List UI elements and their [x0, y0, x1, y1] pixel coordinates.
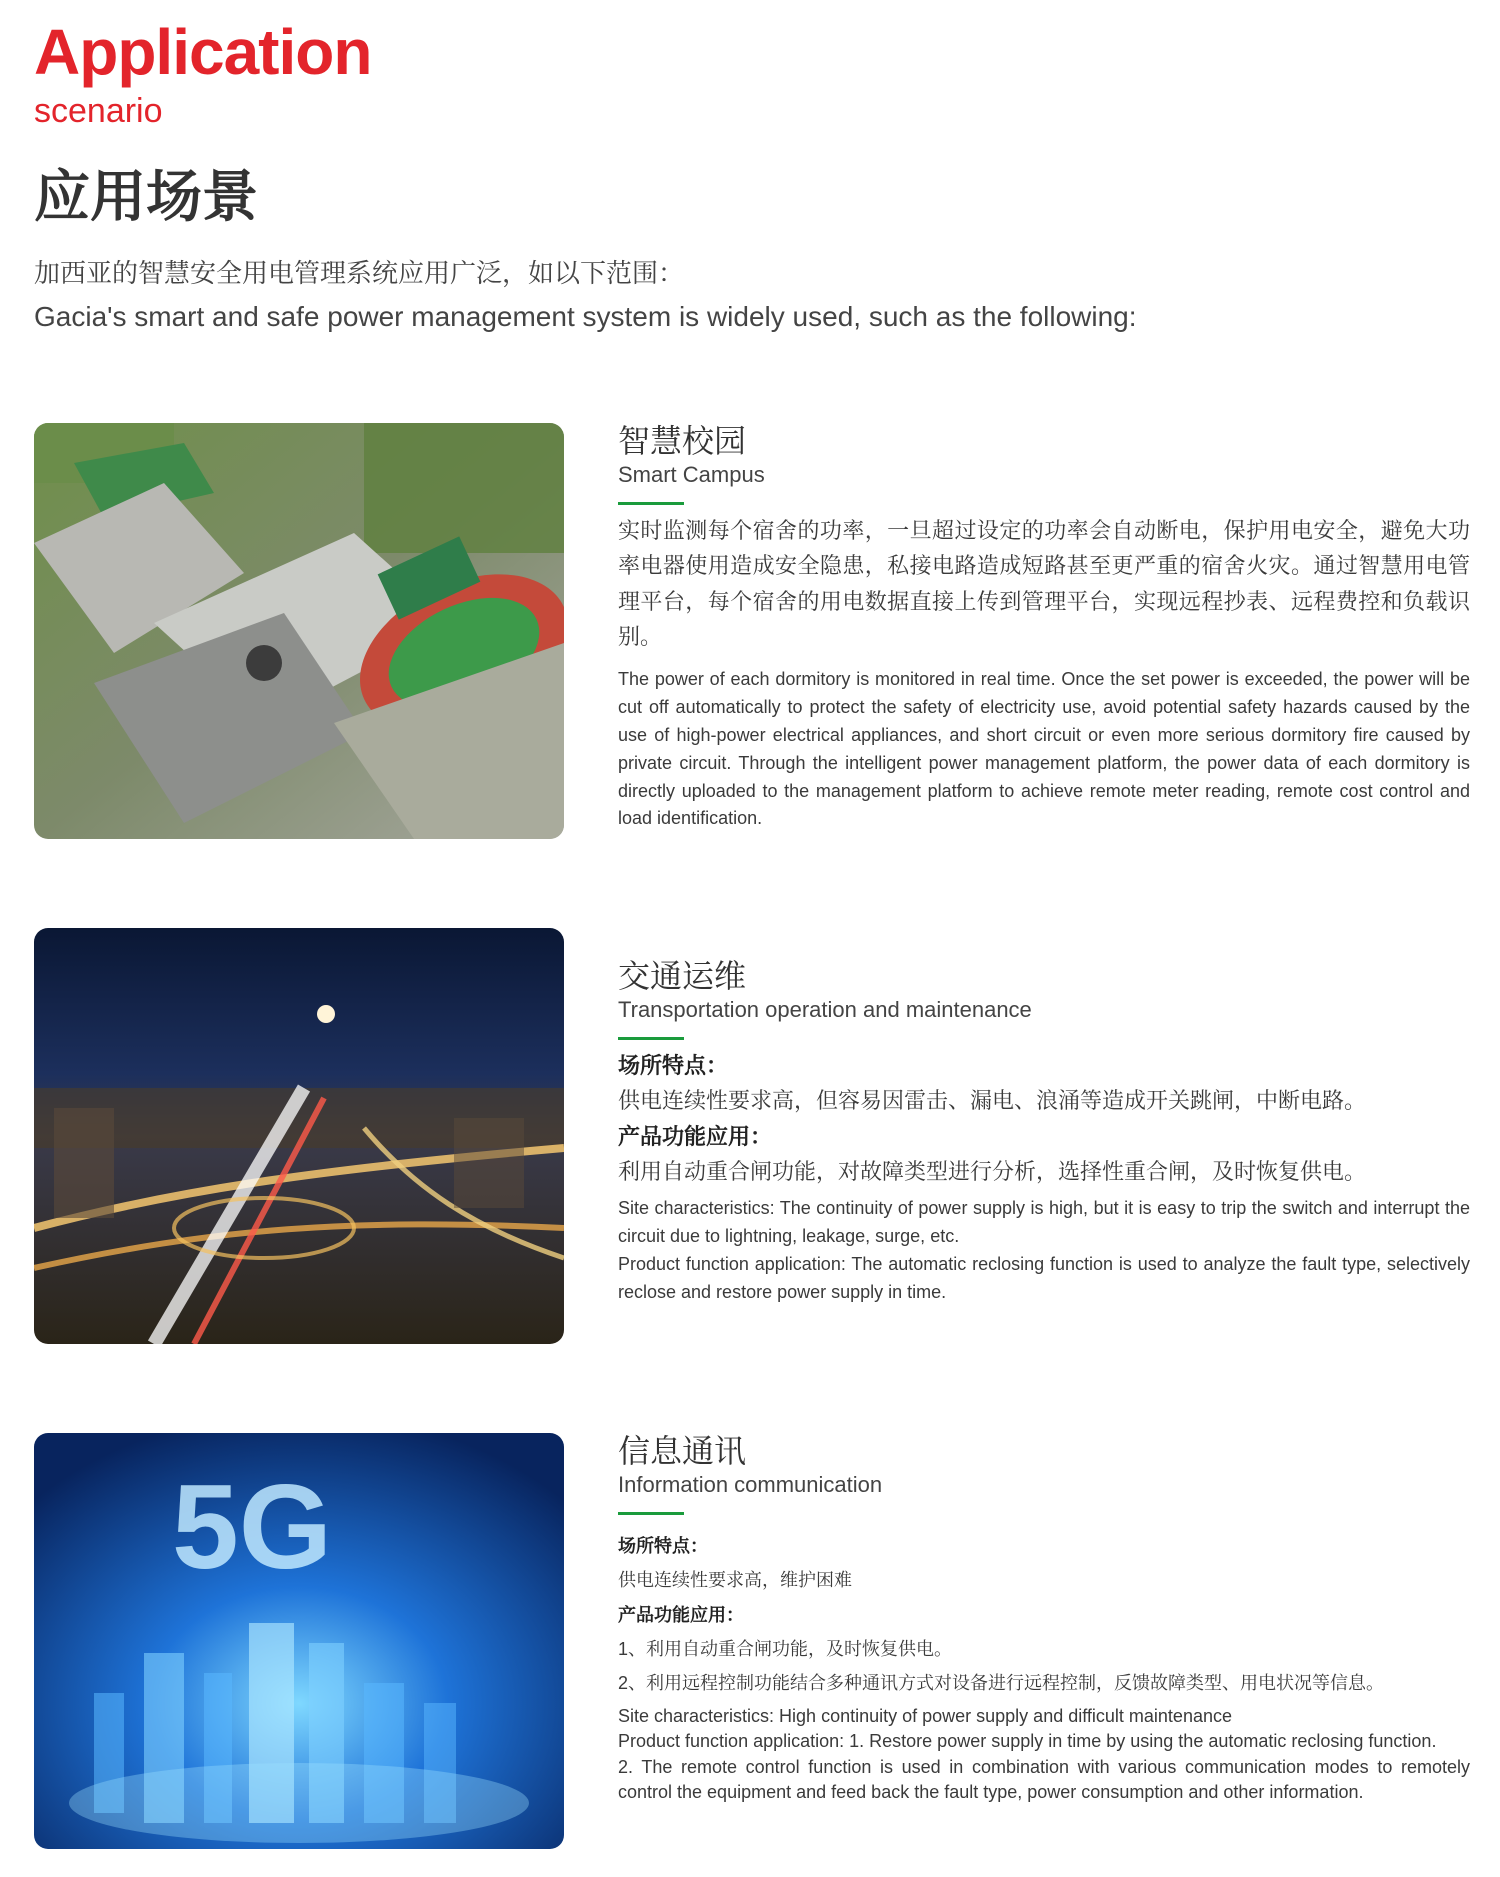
section-body-cn: 实时监测每个宿舍的功率，一旦超过设定的功率会自动断电，保护用电安全，避免大功率电器使用造成安全隐患，私接电路造成短路甚至更严重的宿舍火灾。通过智慧用电管理平台，每个宿舍的用电数据直接上传到管理平台，实现远程抄表、远程费控和负载识别。: [618, 518, 1470, 649]
intro-text-en: Gacia's smart and safe power management system is widely used, such as the following:: [34, 301, 1137, 332]
section-body-en: The power of each dormitory is monitored in real time. Once the set power is exceeded, the power will be cut off automatically to protect the safety of electricity use, avoid potential safety hazards caused by the use of high-power electrical appliances, and short circuit or even more serious dormitory fire caused by private circuit. Through the intelligent power management platform, the power data of each dormitory is directly uploaded to the management platform to achieve remote meter reading, remote cost control and load identification.: [618, 668, 1470, 829]
green-divider: [618, 1512, 684, 1515]
page-title: Application: [34, 16, 372, 88]
section-title-en: Smart Campus: [618, 461, 765, 487]
campus-aerial-photo: [34, 423, 564, 839]
5g-image-text: 5G: [171, 1460, 333, 1594]
page-subtitle: scenario: [34, 92, 163, 130]
section-information-communication: [0, 1433, 1500, 1853]
site-text-en: Site characteristics: The continuity of power supply is high, but it is easy to trip the switch and interrupt the circuit due to lightning, leakage, surge, etc.: [618, 1197, 1470, 1246]
site-label: 场所特点：: [618, 1536, 708, 1557]
section-title-cn: 智慧校园: [618, 423, 747, 459]
product-label: 产品功能应用：: [618, 1604, 744, 1625]
city-night-traffic-photo: [34, 928, 564, 1344]
site-text-cn: 供电连续性要求高，但容易因雷击、漏电、浪涌等造成开关跳闸，中断电路。: [618, 1088, 1367, 1114]
site-text-cn: 供电连续性要求高，维护困难: [618, 1570, 852, 1591]
section-title-en: Information communication: [618, 1471, 883, 1497]
product-text-cn-2: 2、利用远程控制功能结合多种通讯方式对设备进行远程控制，反馈故障类型、用电状况等信息。: [618, 1672, 1385, 1693]
product-text-en: Product function application: The automatic reclosing function is used to analyze the fault type, selectively reclose and restore power supply in time.: [618, 1253, 1470, 1302]
product-label: 产品功能应用：: [618, 1123, 773, 1149]
page-title-cn: 应用场景: [34, 165, 258, 230]
green-divider: [618, 1037, 684, 1040]
section-title-cn: 信息通讯: [618, 1433, 747, 1469]
product-text-cn: 利用自动重合闸功能，对故障类型进行分析，选择性重合闸，及时恢复供电。: [618, 1158, 1367, 1184]
section-title-cn: 交通运维: [618, 958, 747, 994]
product-text-en-1: Product function application: 1. Restore power supply in time by using the automatic reclosing function.: [618, 1731, 1437, 1752]
intro-text-cn: 加西亚的智慧安全用电管理系统应用广泛，如以下范围：: [34, 258, 685, 288]
info-comm-text: [618, 1433, 1470, 1805]
green-divider: [618, 502, 684, 505]
product-text-en-2: 2. The remote control function is used in combination with various communication modes to remotely control the equipment and feed back the fault type, power consumption and other information.: [618, 1756, 1470, 1802]
product-text-cn-1: 1、利用自动重合闸功能，及时恢复供电。: [618, 1638, 953, 1659]
campus-text: [618, 423, 1470, 833]
site-label: 场所特点：: [618, 1053, 729, 1079]
section-title-en: Transportation operation and maintenance: [618, 996, 1032, 1022]
transport-text: [618, 958, 1470, 1307]
5g-city-photo: [34, 1433, 564, 1849]
section-smart-campus: [0, 423, 1500, 843]
site-text-en: Site characteristics: High continuity of power supply and difficult maintenance: [618, 1706, 1232, 1727]
section-transportation: [0, 928, 1500, 1348]
